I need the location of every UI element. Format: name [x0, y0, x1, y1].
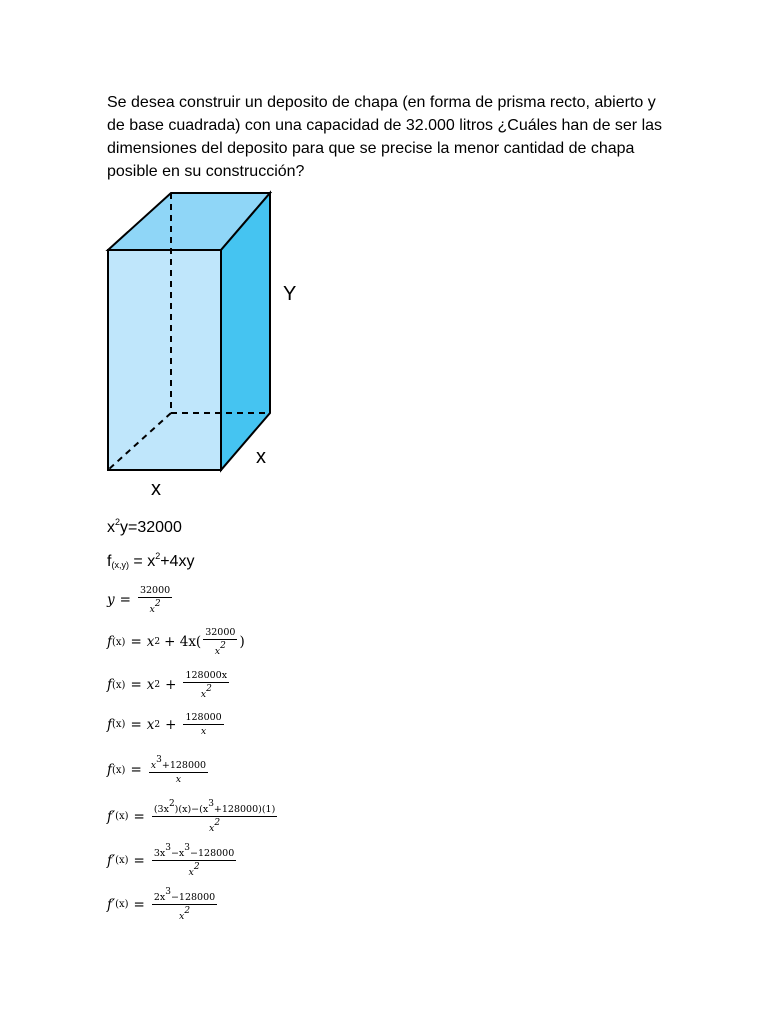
prism-front-face: [108, 250, 221, 470]
derivative-3: f′ (x) = $\frac{2x^3-128000}{x^2}$: [107, 887, 216, 922]
y-expression: y = $\frac{32000}{x^2}$: [107, 585, 171, 615]
fraction: $\frac{32000}{x^2}$: [139, 585, 171, 615]
fraction: $\frac{128000x}{x^2}$: [185, 670, 228, 700]
fraction: $\frac{3x^3-x^3-128000}{x^2}$: [153, 843, 235, 878]
volume-equation: $x^2y=32000$: [107, 517, 182, 536]
step-4: f (x) = $\frac{x^3+128000}{x}$: [107, 755, 207, 785]
fraction: $\frac{2x^3-128000}{x^2}$: [153, 887, 216, 922]
derivative-2: f′ (x) = $\frac{3x^3-x^3-128000}{x^2}$: [107, 843, 235, 878]
fraction: $\frac{32000}{x^2}$: [205, 627, 236, 657]
problem-statement: Se desea construir un deposito de chapa (en forma de prisma recto, abierto y de base cuadrada) con una capacidad de 32.000 litros ¿Cuáles han de ser las dimensiones del deposito para que se precise la menor cantidad de chapa posible en su construcción?: [107, 94, 663, 180]
prism-diagram: [100, 185, 320, 505]
step-1: f (x) = x 2 + 4x( $\frac{32000}{x^2}$ ): [107, 627, 245, 657]
fraction: $\frac{x^3+128000}{x}$: [150, 755, 207, 785]
label-depth: x: [256, 446, 266, 468]
step-2: f (x) = x 2 + $\frac{128000x}{x^2}$: [107, 670, 228, 700]
fraction: $\frac{128000}{x}$: [185, 712, 222, 737]
label-height: Y: [283, 283, 297, 305]
area-function: $f_{(x,y)} = x^2+4xy$: [107, 551, 195, 570]
fraction: $\frac{(3x^2)(x)-(x^3+128000)(1)}{x^2}$: [153, 799, 276, 834]
label-width: x: [151, 478, 161, 500]
derivative-1: f′ (x) = $\frac{(3x^2)(x)-(x^3+128000)(1)}{x^2}$: [107, 799, 276, 834]
step-3: f (x) = x 2 + $\frac{128000}{x}$: [107, 712, 222, 737]
